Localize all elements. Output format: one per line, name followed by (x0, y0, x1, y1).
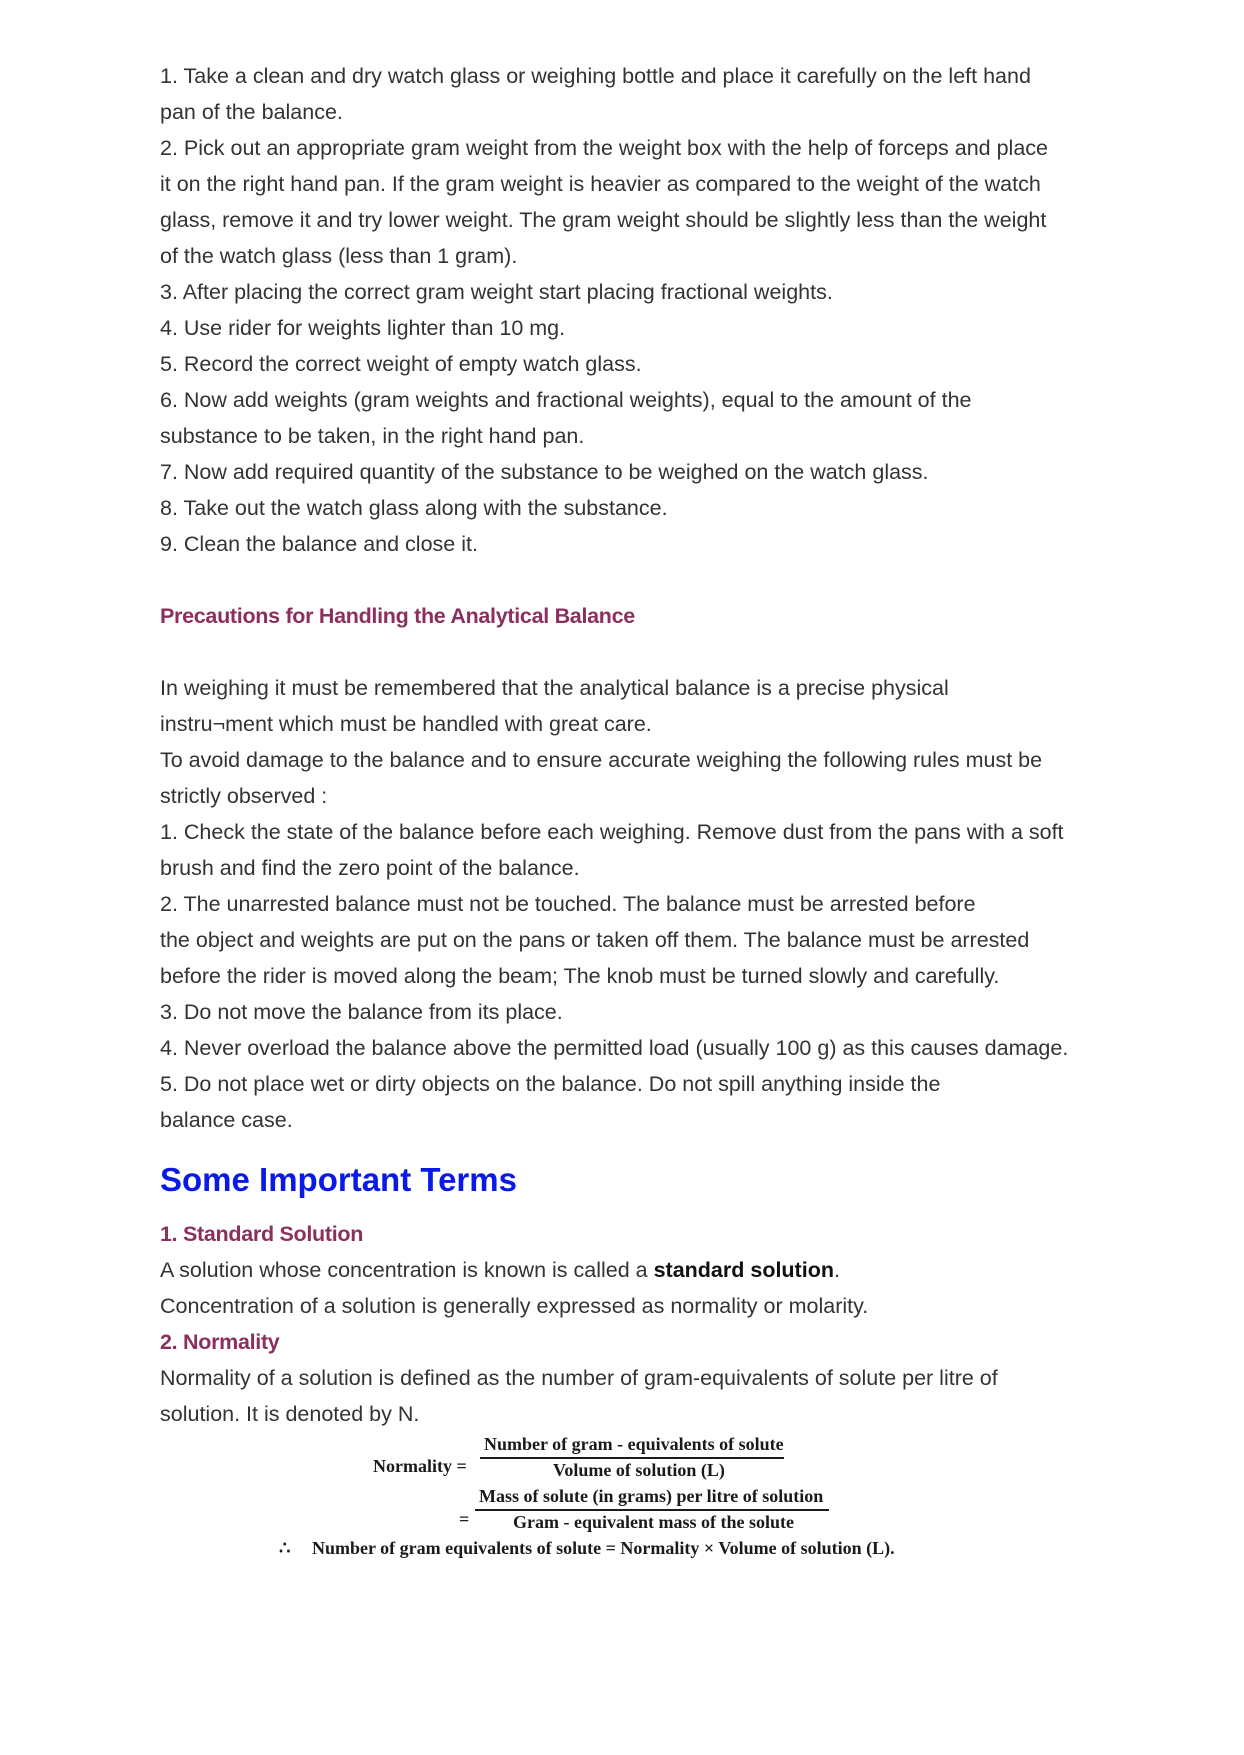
precaution-line: instru¬ment which must be handled with great care. (160, 712, 652, 736)
standard-solution-heading: 1. Standard Solution (160, 1222, 364, 1246)
precaution-line: 5. Do not place wet or dirty objects on the balance. Do not spill anything inside the (160, 1072, 941, 1096)
spacer (160, 634, 1100, 670)
bold-term: standard solution (653, 1258, 834, 1282)
formula-denominator-1: Volume of solution (L) (553, 1460, 725, 1480)
precaution-line: the object and weights are put on the pans or taken off them. The balance must be arrested (160, 928, 1030, 952)
procedure-line: of the watch glass (less than 1 gram). (160, 244, 518, 268)
content-column (160, 58, 1100, 1576)
spacer (160, 562, 1100, 598)
procedure-line: pan of the balance. (160, 100, 343, 124)
procedure-line: 4. Use rider for weights lighter than 10 mg. (160, 316, 566, 340)
precaution-line: brush and find the zero point of the balance. (160, 856, 580, 880)
procedure-line: 7. Now add required quantity of the substance to be weighed on the watch glass. (160, 460, 929, 484)
precaution-line: 3. Do not move the balance from its place. (160, 1000, 563, 1024)
procedure-line: 1. Take a clean and dry watch glass or weighing bottle and place it carefully on the left hand (160, 64, 1031, 88)
procedure-line: glass, remove it and try lower weight. The gram weight should be slightly less than the weight (160, 208, 1047, 232)
definition-text: A solution whose concentration is known is called a (160, 1258, 654, 1282)
formula-result: Number of gram equivalents of solute = Normality × Volume of solution (L). (312, 1538, 895, 1558)
formula-numerator-2: Mass of solute (in grams) per litre of solution (479, 1486, 824, 1506)
fraction-bar (475, 1509, 829, 1511)
precaution-line: 2. The unarrested balance must not be touched. The balance must be arrested before (160, 892, 976, 916)
formula-equals: = (459, 1509, 470, 1529)
procedure-line: substance to be taken, in the right hand pan. (160, 424, 585, 448)
procedure-line: 8. Take out the watch glass along with the substance. (160, 496, 668, 520)
procedure-line: 5. Record the correct weight of empty watch glass. (160, 352, 642, 376)
standard-solution-definition (160, 1252, 1100, 1288)
therefore-symbol: ∴ (279, 1538, 291, 1558)
fraction-bar (480, 1457, 784, 1459)
precaution-line: 4. Never overload the balance above the permitted load (usually 100 g) as this causes damage. (160, 1036, 1069, 1060)
normality-definition: Normality of a solution is defined as the number of gram-equivalents of solute per litre of (160, 1366, 998, 1390)
precautions-heading: Precautions for Handling the Analytical Balance (160, 604, 635, 628)
precaution-line: strictly observed : (160, 784, 328, 808)
procedure-line: 3. After placing the correct gram weight start placing fractional weights. (160, 280, 833, 304)
precaution-line: In weighing it must be remembered that the analytical balance is a precise physical (160, 676, 949, 700)
procedure-line: it on the right hand pan. If the gram weight is heavier as compared to the weight of the watch (160, 172, 1041, 196)
precautions-list (160, 670, 1100, 1138)
precaution-line: To avoid damage to the balance and to ensure accurate weighing the following rules must be (160, 748, 1043, 772)
normality-heading: 2. Normality (160, 1330, 280, 1354)
formula-lhs: Normality = (373, 1456, 467, 1476)
procedure-line: 9. Clean the balance and close it. (160, 532, 478, 556)
precaution-line: balance case. (160, 1108, 293, 1132)
section-title: Some Important Terms (160, 1161, 517, 1198)
concentration-note: Concentration of a solution is generally expressed as normality or molarity. (160, 1294, 869, 1318)
normality-formula (160, 1436, 1100, 1576)
normality-definition: solution. It is denoted by N. (160, 1402, 420, 1426)
procedure-line: 2. Pick out an appropriate gram weight from the weight box with the help of forceps and place (160, 136, 1048, 160)
definition-end: . (833, 1258, 840, 1282)
formula-numerator-1: Number of gram - equivalents of solute (484, 1434, 784, 1454)
precaution-line: 1. Check the state of the balance before each weighing. Remove dust from the pans with a soft (160, 820, 1064, 844)
precaution-line: before the rider is moved along the beam; The knob must be turned slowly and carefully. (160, 964, 1000, 988)
formula-denominator-2: Gram - equivalent mass of the solute (513, 1512, 794, 1532)
procedure-line: 6. Now add weights (gram weights and fractional weights), equal to the amount of the (160, 388, 972, 412)
procedure-steps (160, 58, 1100, 562)
